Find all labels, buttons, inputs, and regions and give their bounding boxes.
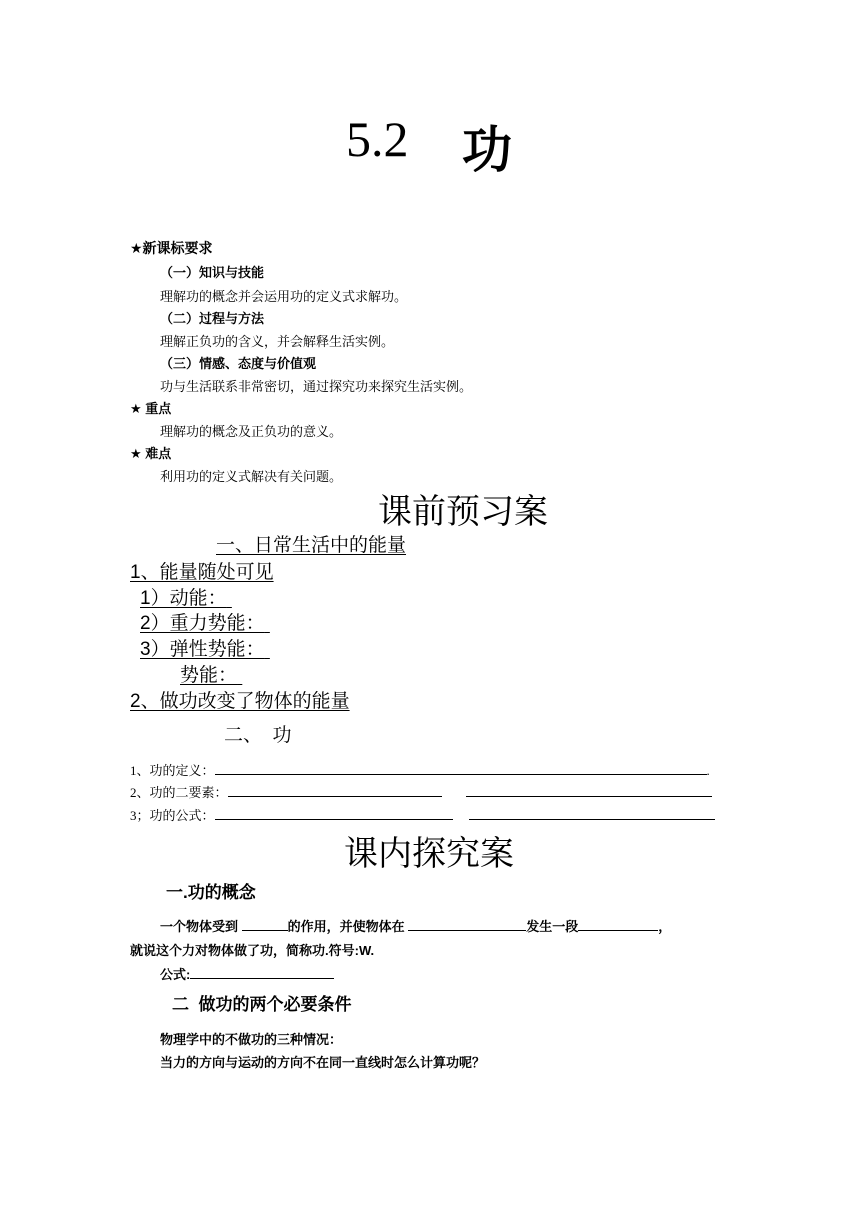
explore-title: 课内探究案 [344,835,514,873]
preview-sub-3-label: 3）弹性势能： [140,639,265,660]
p1-part-c: 发生一段 [526,919,579,934]
p1-part-b: 的作用，并使物体在 [287,919,409,934]
question-1-end: . [706,763,710,778]
preview-sub-4 [180,660,251,687]
preview-sub-1-label: 1）动能： [140,588,227,609]
objective-label-1: （一）知识与技能 [160,265,265,280]
p1-part-a: 一个物体受到 [160,919,242,934]
key-point-text: 理解功的概念及正负功的意义。 [160,424,343,439]
difficulty-text: 利用功的定义式解决有关问题。 [160,469,343,484]
p1-blank-1[interactable] [242,929,288,931]
question-3-label: 3；功的公式： [130,808,215,823]
preview-section2-title: 二、 功 [224,725,292,746]
question-3 [130,805,715,824]
explore-section2-title: 二 做功的两个必要条件 [172,995,352,1014]
page-title-word: 功 [462,122,512,178]
objective-text-2: 理解正负功的含义，并会解释生活实例。 [160,334,395,349]
p1-part-d: ， [658,919,672,934]
objective-label-2: （二）过程与方法 [160,311,265,326]
preview-title: 课前预习案 [378,493,548,531]
key-point-heading: ★ 重点 [130,401,172,416]
question-2-blank-2[interactable] [466,795,712,797]
formula-blank[interactable] [190,977,334,979]
preview-sub-1 [140,583,249,610]
question-1 [130,760,710,779]
explore-paragraph-2: 物理学中的不做功的三种情况： [160,1032,343,1047]
difficulty-heading: ★ 难点 [130,446,172,461]
page-title-number: 5.2 [346,111,409,167]
preview-sub-2 [140,608,279,635]
explore-paragraph-1 [160,916,671,935]
preview-sub-4-label: 势能： [180,665,238,686]
explore-paragraph-3: 当力的方向与运动的方向不在同一直线时怎么计算功呢？ [160,1055,486,1070]
question-1-blank[interactable] [215,773,707,775]
objective-text-3: 功与生活联系非常密切，通过探究功来探究生活实例。 [160,379,473,394]
question-2-label: 2、功的二要素： [130,785,228,800]
objective-label-3: （三）情感、态度与价值观 [160,356,317,371]
preview-sub-3 [140,634,279,661]
p1-blank-3[interactable] [578,929,658,931]
formula-label: 公式: [160,967,191,982]
question-3-blank-1[interactable] [215,818,453,820]
p1-blank-2[interactable] [408,929,526,931]
objective-text-1: 理解功的概念并会运用功的定义式求解功。 [160,289,408,304]
question-2-blank-1[interactable] [228,795,442,797]
objectives-heading: ★新课标要求 [130,240,213,256]
preview-section1-title: 一、日常生活中的能量 [216,535,407,556]
question-1-label: 1、功的定义： [130,763,215,778]
explore-formula [160,964,334,983]
explore-section1-title: 一.功的概念 [166,883,256,902]
preview-item-2: 2、做功改变了物体的能量 [130,691,350,712]
question-2 [130,782,712,801]
preview-item-1: 1、能量随处可见 [130,562,274,583]
explore-paragraph-1-line2: 就说这个力对物体做了功，简称功.符号:W. [130,943,375,958]
question-3-blank-2[interactable] [469,818,715,820]
preview-sub-2-label: 2）重力势能： [140,613,265,634]
